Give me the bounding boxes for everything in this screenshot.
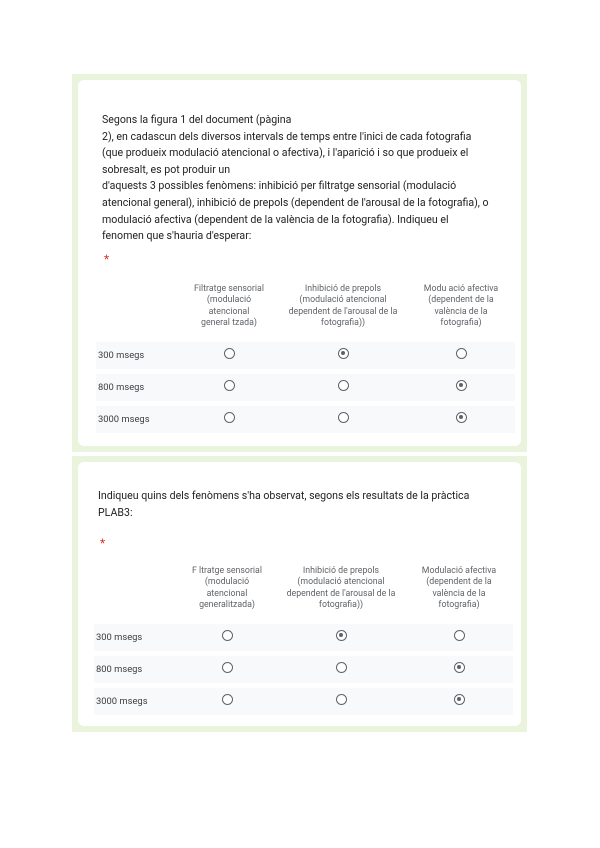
column-header-line: fotografia) [440, 318, 482, 329]
radio-q2-r1-c1[interactable] [222, 630, 233, 641]
radio-q1-r3-c1[interactable] [224, 412, 235, 423]
radio-q1-r3-c3[interactable] [456, 412, 467, 423]
column-header-line: valència de la [432, 588, 486, 599]
column-header-line: (modulació atencional [297, 577, 385, 588]
column-header-line: (modulació atencional [299, 295, 387, 306]
row-label: 800 msegs [98, 382, 145, 393]
grid-row-3000 [94, 688, 513, 715]
column-header-line: Inhibició de prepols [302, 566, 380, 576]
column-header-inhibicio [281, 284, 405, 330]
column-header-line: Inhibició de prepols [304, 284, 382, 294]
column-header-line: dependent de l'arousal de la [286, 588, 396, 599]
question-1-line: modulació afectiva (dependent de la valència de la fotografia). Indiqueu el [102, 212, 449, 226]
question-2-line: Indiqueu quins dels fenòmens s'ha observat, segons els resultats de la pràctica [98, 489, 470, 502]
radio-q1-r1-c3[interactable] [456, 348, 467, 359]
column-header-line: (dependent de la [428, 295, 494, 306]
column-header-inhibicio [279, 566, 403, 612]
column-header-line: dependent de l'arousal de la [288, 306, 398, 317]
required-marker: * [104, 252, 110, 266]
question-card-1 [72, 74, 527, 452]
radio-q1-r2-c1[interactable] [224, 380, 235, 391]
radio-q2-r3-c1[interactable] [222, 694, 233, 705]
column-header-line: valència de la [434, 306, 488, 317]
grid-row-800 [94, 656, 513, 683]
row-label: 800 msegs [96, 664, 143, 675]
question-1-line: Segons la figura 1 del document (pàgina [102, 113, 292, 126]
radio-q2-r1-c2[interactable] [336, 630, 347, 641]
question-1-line: atencional general), inhibició de prepols (dependent de l'arousal de la fotografia), o [102, 195, 489, 209]
question-1-line: 2), en cadascun dels diversos intervals de temps entre l'inici de cada fotografia [102, 129, 472, 143]
question-1-text [102, 112, 512, 245]
radio-q2-r2-c3[interactable] [454, 662, 465, 673]
radio-q2-r2-c2[interactable] [336, 662, 347, 673]
column-header-line: Filtratge sensorial [194, 284, 264, 294]
radio-q1-r2-c3[interactable] [456, 380, 467, 391]
radio-q1-r1-c2[interactable] [338, 348, 349, 359]
column-header-line: fotografia) [438, 600, 480, 611]
grid-row-800 [96, 374, 515, 401]
grid-row-300 [94, 624, 513, 651]
question-card-2-body [78, 462, 521, 726]
row-label: 3000 msegs [96, 696, 148, 707]
column-header-line: F ltratge sensorial [192, 566, 262, 576]
question-1-line: (que produeix modulació atencional o afectiva), i l'aparició i so que produeix el [102, 146, 469, 160]
column-header-line: general tzada) [201, 318, 257, 329]
radio-q2-r2-c1[interactable] [222, 662, 233, 673]
radio-q2-r3-c3[interactable] [454, 694, 465, 705]
grid-row-3000 [96, 406, 515, 433]
column-header-line: fotografia)) [318, 600, 364, 611]
column-header-line: (dependent de la [426, 577, 492, 588]
required-marker: * [100, 536, 106, 550]
column-header-modulacio [399, 284, 523, 330]
row-label: 3000 msegs [98, 414, 150, 425]
radio-q2-r3-c2[interactable] [336, 694, 347, 705]
column-header-line: (modulació [204, 577, 250, 588]
column-header-modulacio [397, 566, 521, 612]
column-header-line: generalitzada) [199, 600, 255, 611]
question-1-line: sobresalt, es pot produir un [102, 162, 231, 176]
column-header-filtratge [165, 566, 289, 612]
radio-q1-r1-c1[interactable] [224, 348, 235, 359]
question-2-text [98, 488, 518, 521]
grid-row-300 [96, 342, 515, 369]
question-2-line: PLAB3: [98, 505, 133, 519]
question-1-line: fenomen que s'hauria d'esperar: [102, 229, 252, 243]
question-1-line: d'aquests 3 possibles fenòmens: inhibició per filtratge sensorial (modulació [102, 179, 457, 193]
question-card-2 [72, 456, 527, 732]
column-header-line: Modu ació afectiva [423, 284, 499, 294]
column-header-line: Modulació afectiva [421, 566, 497, 576]
row-label: 300 msegs [98, 350, 145, 361]
radio-q2-r1-c3[interactable] [454, 630, 465, 641]
question-card-1-body [78, 80, 521, 446]
row-label: 300 msegs [96, 632, 143, 643]
column-header-line: fotografia)) [320, 318, 366, 329]
column-header-line: (modulació [206, 295, 252, 306]
radio-q1-r2-c2[interactable] [338, 380, 349, 391]
column-header-line: atencional [206, 588, 248, 599]
column-header-line: atencional [208, 306, 250, 317]
radio-q1-r3-c2[interactable] [338, 412, 349, 423]
column-header-filtratge [167, 284, 291, 330]
